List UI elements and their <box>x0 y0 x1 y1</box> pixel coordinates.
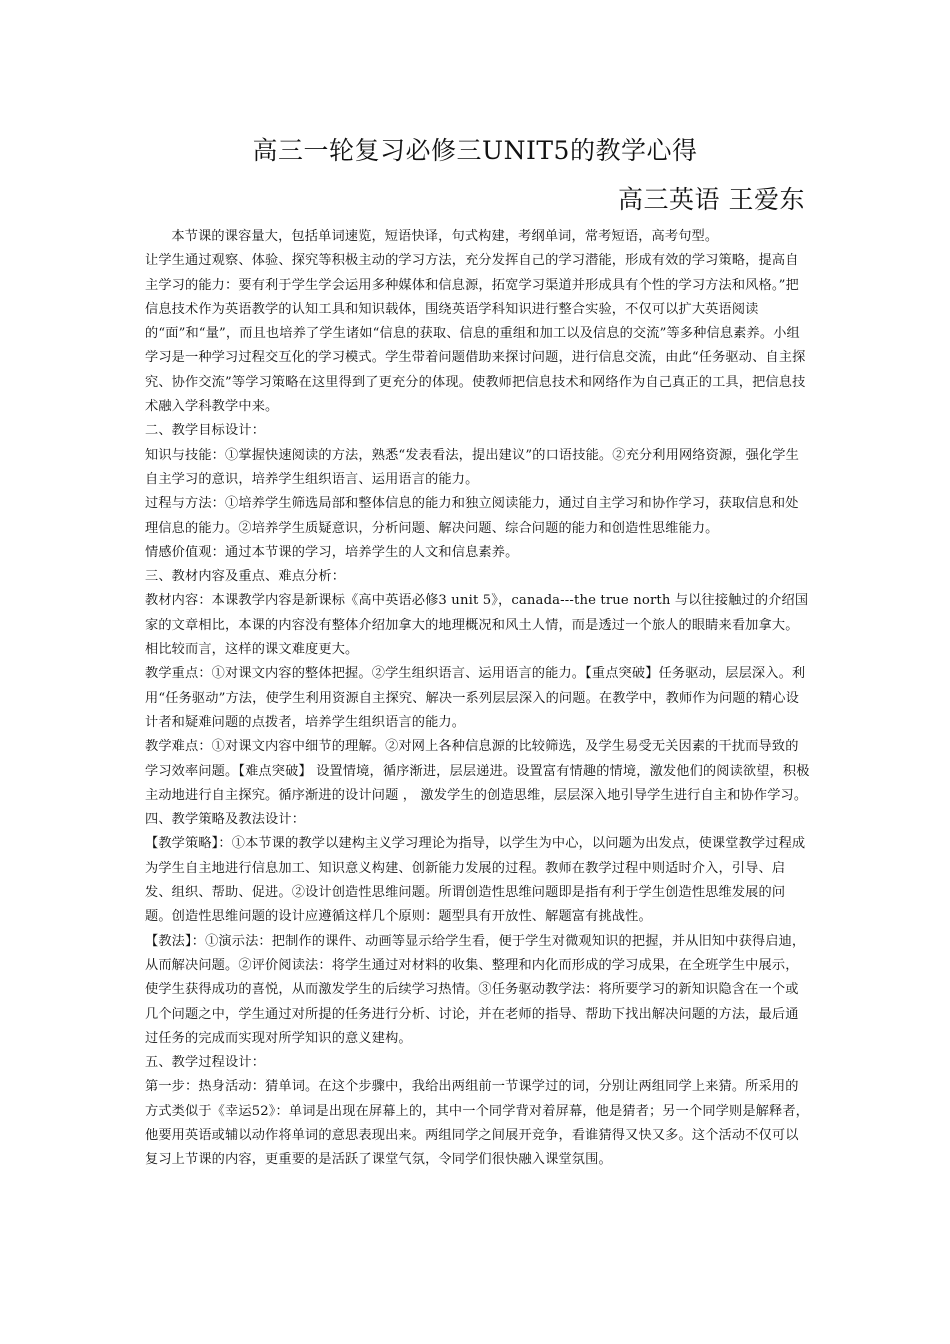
paragraph-teaching-methods: 【教法】：①演示法：把制作的课件、动画等显示给学生看，便于学生对微观知识的把握，并从旧知中获得启迪，从而解决问题。②评价阅读法：将学生通过对材料的收集、整理和内化而形成的学习成果，在全班学生中展示，使学生获得成功的喜悦，从而激发学生的后续学习热情。③任务驱动教学法：将所要学习的新知识隐含在一个或几个问题之中，学生通过对所提的任务进行分析、讨论，并在老师的指导、帮助下找出解决问题的方法，最后通过任务的完成而实现对所学知识的意义建构。 <box>145 933 806 1046</box>
paragraph-learning-methods: 让学生通过观察、体验、探究等积极主动的学习方法，充分发挥自己的学习潜能，形成有效的学习策略，提高自主学习的能力：要有利于学生学会运用多种媒体和信息源，拓宽学习渠道并形成具有个性的学习方法和风格。”把信息技术作为英语教学的认知工具和知识载体，围绕英语学科知识进行整合实验，不仅可以扩大英语阅读的“面”和“量”，而且也培养了学生诸如“信息的获取、信息的重组和加工以及信息的交流”等多种信息素养。小组学习是一种学习过程交互化的学习模式。学生带着问题借助来探讨问题，进行信息交流，由此“任务驱动、自主探究、协作交流”等学习策略在这里得到了更充分的体现。使教师把信息技术和网络作为自己真正的工具，把信息技术融入学科教学中来。 <box>145 253 806 415</box>
paragraph-difficulties: 教学难点：①对课文内容中细节的理解。②对网上各种信息源的比较筛选，及学生易受无关因素的干扰而导致的学习效率问题。【难点突破】 设置情境，循序渐进，层层递进。设置富有情趣的情境，激发他们的阅读欲望，积极主动地进行自主探究。循序渐进的设计问题 ， 激发学生的创造思维，层层深入地引导学生进行自主和协作学习。 <box>145 739 810 803</box>
paragraph-teaching-strategy: 【教学策略】：①本节课的教学以建构主义学习理论为指导，以学生为中心，以问题为出发点，使课堂教学过程成为学生自主地进行信息加工、知识意义构建、创新能力发展的过程。教师在教学过程中则适时介入，引导、启发、组织、帮助、促进。②设计创造性思维问题。所谓创造性思维问题即是指有利于学生创造性思维发展的问题。创造性思维问题的设计应遵循这样几个原则：题型具有开放性、解题富有挑战性。 <box>145 836 806 925</box>
section-heading-objectives: 二、教学目标设计： <box>145 423 266 439</box>
section-heading-content-analysis: 三、教材内容及重点、难点分析： <box>145 569 346 585</box>
paragraph-values: 情感价值观：通过本节课的学习，培养学生的人文和信息素养。 <box>145 544 519 560</box>
paragraph-intro: 本节课的课容量大，包括单词速览，短语快译，句式构建，考纲单词，常考短语，高考句型。 <box>171 229 719 244</box>
paragraph-knowledge-skills: 知识与技能：①掌握快速阅读的方法，熟悉“发表看法，提出建议”的口语技能。②充分利用网络资源，强化学生自主学习的意识，培养学生组织语言、运用语言的能力。 <box>145 447 799 487</box>
section-heading-strategies: 四、教学策略及教法设计： <box>145 812 306 828</box>
document-title: 高三一轮复习必修三UNIT5的教学心得 <box>252 136 698 165</box>
document-author: 高三英语 王爱东 <box>618 185 805 214</box>
paragraph-key-points: 教学重点：①对课文内容的整体把握。②学生组织语言、运用语言的能力。【重点突破】任务驱动，层层深入。利用“任务驱动”方法，使学生利用资源自主探究、解决一系列层层深入的问题。在教学中，教师作为问题的精心设计者和疑难问题的点拨者，培养学生组织语言的能力。 <box>145 666 806 730</box>
paragraph-process-methods: 过程与方法：①培养学生筛选局部和整体信息的能力和独立阅读能力，通过自主学习和协作学习，获取信息和处理信息的能力。②培养学生质疑意识，分析问题、解决问题、综合问题的能力和创造性思维能力。 <box>145 496 799 536</box>
paragraph-step-one: 第一步：热身活动：猜单词。在这个步骤中，我给出两组前一节课学过的词，分别让两组同学上来猜。所采用的方式类似于《幸运52》：单词是出现在屏幕上的，其中一个同学背对着屏幕，他是猜者；另一个同学则是解释者，他要用英语或辅以动作将单词的意思表现出来。两组同学之间展开竞争，看谁猜得又快又多。这个活动不仅可以复习上节课的内容，更重要的是活跃了课堂气氛，令同学们很快融入课堂氛围。 <box>145 1079 810 1168</box>
document-body <box>145 225 810 1173</box>
paragraph-teaching-content: 教材内容：本课教学内容是新课标《高中英语必修3 unit 5》，canada---the true north 与以往接触过的介绍国家的文章相比，本课的内容没有整体介绍加拿大的地理概况和风土人情，而是透过一个旅人的眼睛来看加拿大。相比较而言，这样的课文难度更大。 <box>145 593 809 658</box>
section-heading-process: 五、教学过程设计： <box>145 1055 266 1071</box>
